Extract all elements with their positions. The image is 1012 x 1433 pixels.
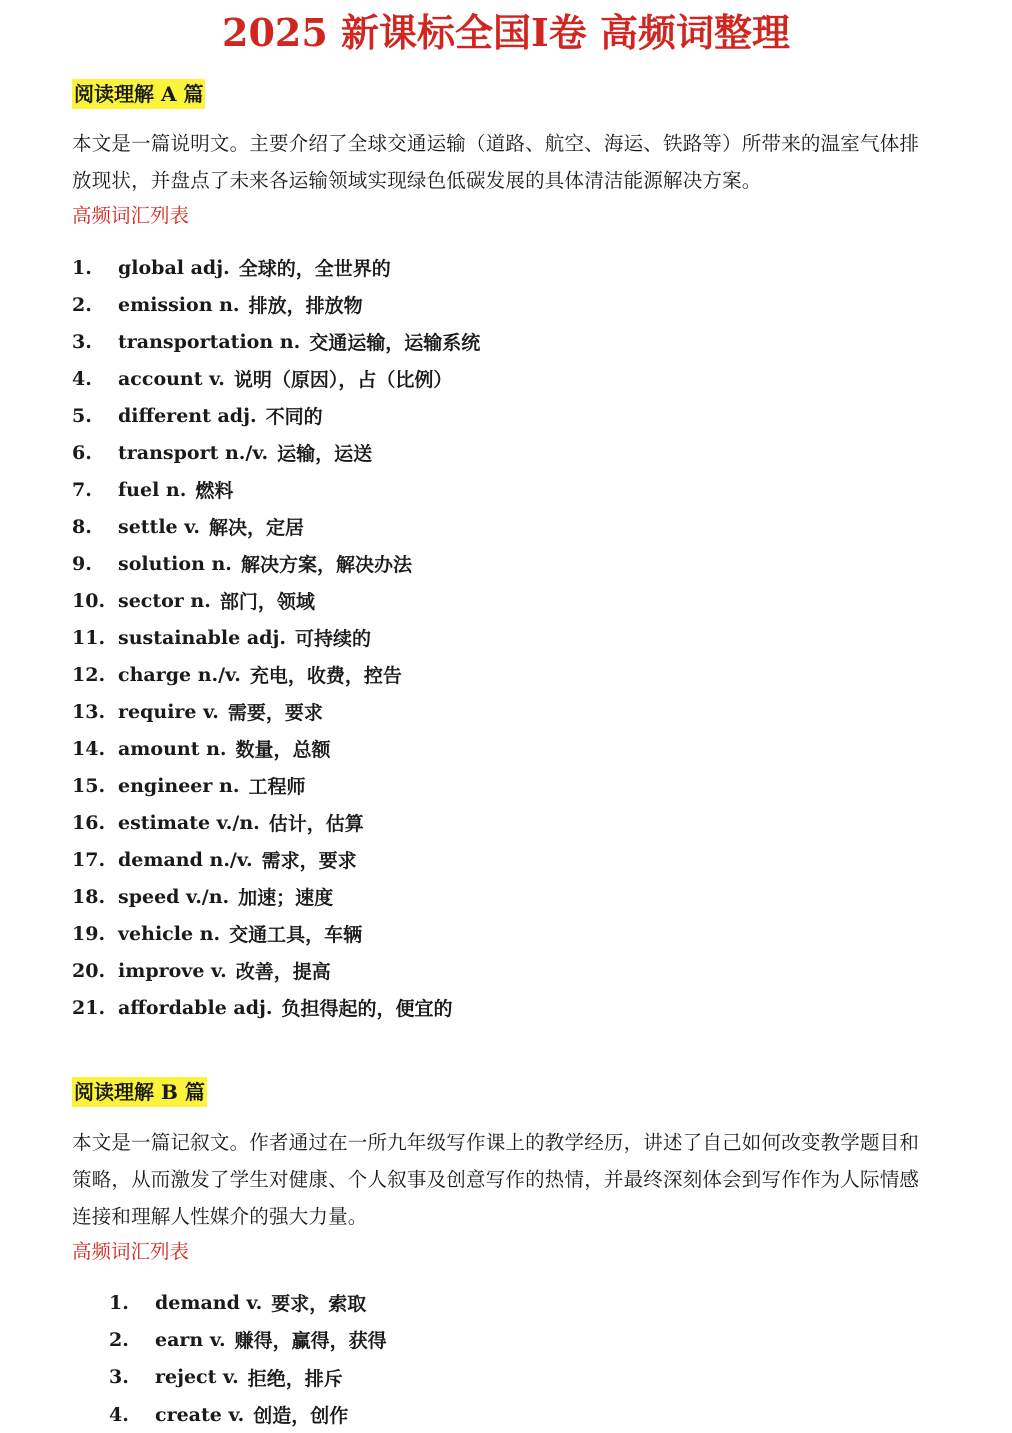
vocab-meaning: 不同的 — [265, 406, 323, 428]
vocab-meaning: 需求，要求 — [261, 850, 357, 872]
section-a-summary: 本文是一篇说明文。主要介绍了全球交通运输（道路、航空、海运、铁路等）所带来的温室气体排放现状，并盘点了未来各运输领域实现绿色低碳发展的具体清洁能源解决方案。 — [72, 132, 920, 192]
vocab-number: 6. — [72, 441, 92, 464]
vocab-item — [72, 693, 952, 730]
vocab-number: 14. — [72, 737, 106, 760]
vocab-meaning: 充电，收费，控告 — [249, 665, 402, 687]
vocab-word: emission n. — [118, 293, 240, 316]
vocab-item — [72, 508, 952, 545]
vocab-item — [72, 397, 952, 434]
vocab-meaning: 交通运输，运输系统 — [309, 332, 481, 354]
vocab-number: 9. — [72, 552, 92, 575]
vocab-item — [109, 1359, 989, 1396]
vocab-word: transportation n. — [118, 330, 301, 353]
vocab-item — [109, 1321, 989, 1358]
vocab-item — [72, 878, 952, 915]
vocab-number: 7. — [72, 478, 92, 501]
vocab-word: account v. — [118, 367, 225, 390]
vocab-word: global adj. — [118, 256, 230, 279]
vocab-word: sustainable adj. — [118, 626, 286, 649]
vocab-number: 2. — [109, 1328, 129, 1351]
vocab-meaning: 拒绝，排斥 — [247, 1367, 343, 1390]
vocab-number: 10. — [72, 589, 106, 612]
vocab-number: 5. — [72, 404, 92, 427]
vocab-word: different adj. — [118, 404, 257, 427]
vocab-item — [72, 952, 952, 989]
vocab-item — [109, 1284, 989, 1321]
vocab-item — [72, 471, 952, 508]
vocab-word: speed v./n. — [118, 885, 230, 908]
vocab-item — [109, 1396, 989, 1433]
vocab-number: 4. — [72, 367, 92, 390]
vocab-number: 2. — [72, 293, 92, 316]
vocab-word: fuel n. — [118, 478, 187, 501]
vocab-word: estimate v./n. — [118, 811, 260, 834]
vocab-number: 11. — [72, 626, 106, 649]
vocab-meaning: 燃料 — [195, 480, 234, 502]
vocab-meaning: 交通工具，车辆 — [229, 924, 363, 946]
vocab-number: 3. — [72, 330, 92, 353]
vocab-word: vehicle n. — [118, 922, 221, 945]
section-a-vocab-list — [72, 249, 952, 1026]
vocab-word: charge n./v. — [118, 663, 241, 686]
vocab-word: earn v. — [155, 1328, 226, 1351]
vocab-item — [72, 582, 952, 619]
vocab-word: solution n. — [118, 552, 232, 575]
vocab-meaning: 说明（原因），占（比例） — [233, 369, 453, 391]
vocab-meaning: 加速；速度 — [238, 887, 334, 909]
vocab-item — [72, 656, 952, 693]
vocab-meaning: 赚得，赢得，获得 — [234, 1330, 387, 1353]
vocab-word: settle v. — [118, 515, 201, 538]
section-a-heading: 阅读理解 A 篇 — [72, 79, 205, 109]
vocab-word: create v. — [155, 1403, 245, 1426]
vocab-meaning: 可持续的 — [294, 628, 371, 650]
vocab-number: 12. — [72, 663, 106, 686]
vocab-number: 16. — [72, 811, 106, 834]
vocab-meaning: 解决方案，解决办法 — [240, 554, 412, 576]
vocab-number: 18. — [72, 885, 106, 908]
vocab-word: transport n./v. — [118, 441, 269, 464]
vocab-item — [72, 841, 952, 878]
vocab-item — [72, 730, 952, 767]
vocab-item — [72, 804, 952, 841]
document-title: 2025 新课标全国I卷 高频词整理 — [222, 10, 790, 55]
vocab-meaning: 创造，创作 — [253, 1405, 349, 1428]
vocab-item — [72, 323, 952, 360]
section-b-heading: 阅读理解 B 篇 — [72, 1077, 207, 1107]
section-a-vocab-heading: 高频词汇列表 — [72, 204, 190, 227]
vocab-word: engineer n. — [118, 774, 240, 797]
vocab-meaning: 估计，估算 — [268, 813, 364, 835]
vocab-number: 20. — [72, 959, 106, 982]
vocab-item — [72, 286, 952, 323]
vocab-number: 17. — [72, 848, 106, 871]
vocab-item — [72, 249, 952, 286]
vocab-word: amount n. — [118, 737, 227, 760]
vocab-number: 8. — [72, 515, 92, 538]
vocab-meaning: 数量，总额 — [235, 739, 331, 761]
vocab-word: reject v. — [155, 1366, 239, 1389]
section-b-vocab-list — [109, 1284, 989, 1433]
vocab-word: require v. — [118, 700, 219, 723]
vocab-meaning: 解决，定居 — [209, 517, 305, 539]
vocab-meaning: 改善，提高 — [235, 961, 331, 983]
vocab-number: 1. — [72, 256, 92, 279]
vocab-number: 3. — [109, 1366, 129, 1389]
vocab-number: 1. — [109, 1291, 129, 1314]
vocab-meaning: 运输，运送 — [277, 443, 373, 465]
vocab-item — [72, 767, 952, 804]
vocab-number: 19. — [72, 922, 106, 945]
vocab-number: 4. — [109, 1403, 129, 1426]
vocab-item — [72, 545, 952, 582]
vocab-number: 21. — [72, 996, 106, 1019]
section-b-summary: 本文是一篇记叙文。作者通过在一所九年级写作课上的教学经历，讲述了自己如何改变教学题目和策略，从而激发了学生对健康、个人叙事及创意写作的热情，并最终深刻体会到写作作为人际情感连接和理解人性媒介的强大力量。 — [72, 1131, 920, 1228]
vocab-word: demand v. — [155, 1291, 263, 1314]
vocab-item — [72, 619, 952, 656]
vocab-item — [72, 360, 952, 397]
vocab-item — [72, 434, 952, 471]
vocab-meaning: 部门，领域 — [219, 591, 315, 613]
vocab-meaning: 工程师 — [248, 776, 306, 798]
vocab-number: 15. — [72, 774, 106, 797]
vocab-word: demand n./v. — [118, 848, 253, 871]
vocab-meaning: 全球的，全世界的 — [238, 258, 391, 280]
vocab-meaning: 负担得起的，便宜的 — [281, 998, 453, 1020]
vocab-item — [72, 915, 952, 952]
vocab-word: affordable adj. — [118, 996, 273, 1019]
vocab-meaning: 要求，索取 — [271, 1293, 367, 1316]
vocab-word: improve v. — [118, 959, 227, 982]
vocab-meaning: 排放，排放物 — [248, 295, 363, 317]
vocab-word: sector n. — [118, 589, 211, 612]
vocab-number: 13. — [72, 700, 106, 723]
section-b-vocab-heading: 高频词汇列表 — [72, 1240, 190, 1263]
vocab-meaning: 需要，要求 — [227, 702, 323, 724]
vocab-item — [72, 989, 952, 1026]
